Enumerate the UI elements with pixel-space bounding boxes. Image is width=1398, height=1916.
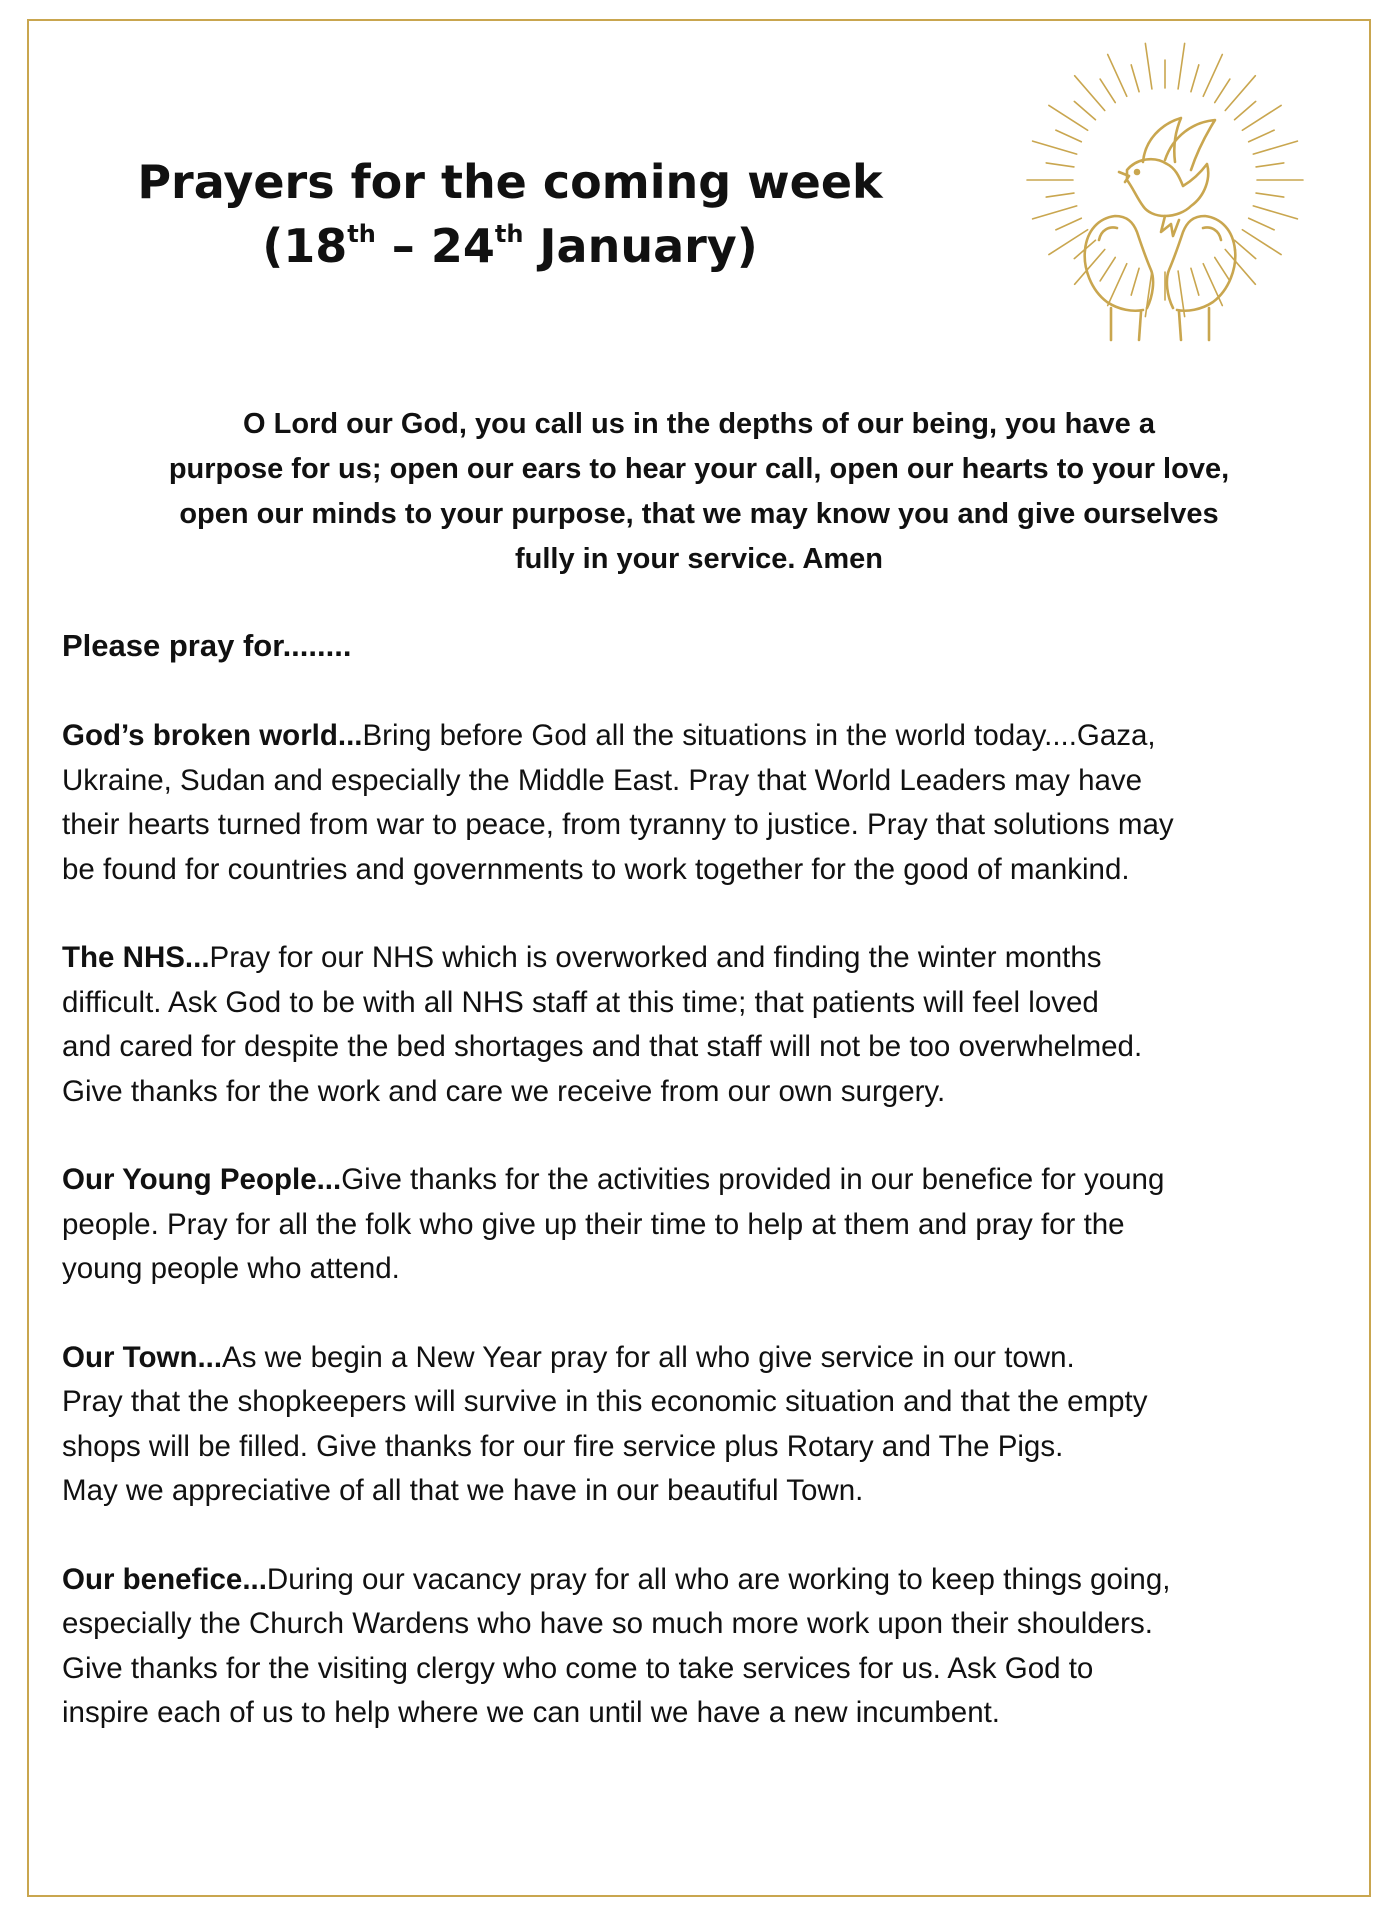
emblem-ray: [1249, 130, 1274, 142]
emblem-ray: [1191, 65, 1199, 92]
dove-and-hands-icon: [1015, 40, 1305, 350]
emblem-ray: [1033, 141, 1077, 154]
emblem-ray: [1191, 268, 1199, 295]
section-line: [62, 1469, 1352, 1514]
emblem-ray: [1249, 218, 1274, 230]
emblem-ray: [1242, 230, 1281, 255]
section-text: people. Pray for all the folk who give up their time to help at them and pray for the: [62, 1207, 1125, 1241]
section-text: Give thanks for the activities provided in our benefice for young: [341, 1163, 1165, 1196]
emblem-ray: [1242, 105, 1281, 130]
section-heading: God’s broken world...: [62, 719, 363, 752]
section-line: [62, 848, 1352, 893]
emblem-ray: [1256, 163, 1284, 167]
section-heading: Our Young People...: [62, 1163, 342, 1196]
emblem-ray: [1108, 54, 1127, 96]
title-line-2: [0, 214, 1020, 278]
emblem-ray: [1253, 141, 1297, 154]
prayer-intentions: [62, 624, 1352, 1780]
title-line-1: Prayers for the coming week: [137, 155, 883, 209]
opening-prayer: [62, 402, 1336, 582]
emblem-ray: [1046, 193, 1074, 197]
emblem-ray: [1100, 257, 1115, 281]
section-text: and cared for despite the bed shortages and that staff will not be too overwhelmed.: [62, 1030, 1143, 1063]
emblem-ray: [1056, 218, 1081, 230]
section-line: [62, 1247, 1352, 1292]
emblem-ray: [1145, 43, 1152, 89]
title-sup-1: th: [347, 220, 376, 248]
emblem-ray: [1235, 101, 1256, 119]
emblem-ray: [1253, 206, 1297, 219]
section-line: [62, 1070, 1352, 1115]
section-text: shops will be filled. Give thanks for our fire service plus Rotary and The Pigs.: [62, 1429, 1064, 1463]
title-date-end: January): [523, 219, 758, 273]
section-text: especially the Church Wardens who have so much more work upon their shoulders.: [62, 1607, 1153, 1640]
section-text: young people who attend.: [62, 1252, 400, 1285]
prayer-sections: [62, 714, 1352, 1736]
emblem-ray: [1100, 79, 1115, 103]
section-text: As we begin a New Year pray for all who give service in our town.: [222, 1340, 1075, 1374]
opening-prayer-line: purpose for us; open our ears to hear your call, open our hearts to your love,: [168, 453, 1230, 485]
emblem-ray: [1203, 264, 1222, 306]
section-line: [62, 936, 1352, 981]
section-text: their hearts turned from war to peace, from tyranny to justice. Pray that solutions may: [62, 808, 1174, 841]
prayer-section: [62, 1558, 1352, 1736]
section-text: difficult. Ask God to be with all NHS staff at this time; that patients will feel loved: [62, 985, 1099, 1019]
section-line: [62, 981, 1352, 1026]
emblem-ray: [1131, 268, 1139, 295]
section-line: [62, 1558, 1352, 1603]
title-date-dash: – 24: [375, 219, 495, 273]
emblem-ray: [1256, 193, 1284, 197]
emblem-ray: [1215, 79, 1230, 103]
section-line: [62, 1647, 1352, 1692]
emblem-ray: [1178, 43, 1185, 89]
section-text: Give thanks for the visiting clergy who come to take services for us. Ask God to: [62, 1651, 1094, 1685]
emblem-ray: [1235, 240, 1256, 258]
section-heading: Our Town...: [62, 1340, 223, 1374]
section-text: Pray that the shopkeepers will survive in this economic situation and that the empty: [62, 1385, 1148, 1418]
emblem-ray: [1215, 257, 1230, 281]
prayer-section: [62, 714, 1352, 892]
emblem-ray: [1131, 65, 1139, 92]
opening-prayer-line: O Lord our God, you call us in the depths of our being, you have a: [243, 408, 1155, 440]
emblem-ray: [1033, 206, 1077, 219]
section-text: Pray for our NHS which is overworked and finding the winter months: [209, 941, 1102, 974]
emblem-ray: [1049, 230, 1088, 255]
section-heading: The NHS...: [62, 941, 210, 974]
section-line: [62, 1691, 1352, 1736]
prayer-section: [62, 1336, 1352, 1514]
emblem-ray: [1108, 264, 1127, 306]
section-line: [62, 1380, 1352, 1425]
opening-prayer-line: open our minds to your purpose, that we may know you and give ourselves: [179, 498, 1219, 530]
section-line: [62, 1602, 1352, 1647]
section-line: [62, 1425, 1352, 1470]
emblem-ray: [1046, 163, 1074, 167]
section-text: Give thanks for the work and care we receive from our own surgery.: [62, 1074, 946, 1108]
title-date-start: (18: [262, 219, 348, 273]
section-text: Ukraine, Sudan and especially the Middle East. Pray that World Leaders may have: [62, 763, 1143, 797]
emblem-ray: [1074, 101, 1095, 119]
emblem-ray: [1203, 54, 1222, 96]
please-pray-heading: Please pray for........: [62, 628, 352, 663]
opening-prayer-line: fully in your service. Amen: [515, 543, 883, 575]
section-line: [62, 714, 1352, 759]
section-text: May we appreciative of all that we have in our beautiful Town.: [62, 1474, 864, 1507]
section-line: [62, 1336, 1352, 1381]
section-line: [62, 1203, 1352, 1248]
section-text: be found for countries and governments to work together for the good of mankind.: [62, 852, 1130, 886]
section-heading: Our benefice...: [62, 1562, 267, 1596]
section-text: During our vacancy pray for all who are working to keep things going,: [266, 1562, 1171, 1596]
section-line: [62, 759, 1352, 804]
page-title: [0, 150, 1020, 278]
section-line: [62, 803, 1352, 848]
prayer-section: [62, 936, 1352, 1114]
emblem-ray: [1056, 130, 1081, 142]
section-text: inspire each of us to help where we can until we have a new incumbent.: [62, 1696, 1000, 1729]
section-line: [62, 1158, 1352, 1203]
section-text: Bring before God all the situations in the world today....Gaza,: [362, 719, 1156, 752]
prayer-section: [62, 1158, 1352, 1292]
section-line: [62, 1025, 1352, 1070]
emblem-ray: [1049, 105, 1088, 130]
title-sup-2: th: [494, 220, 524, 248]
